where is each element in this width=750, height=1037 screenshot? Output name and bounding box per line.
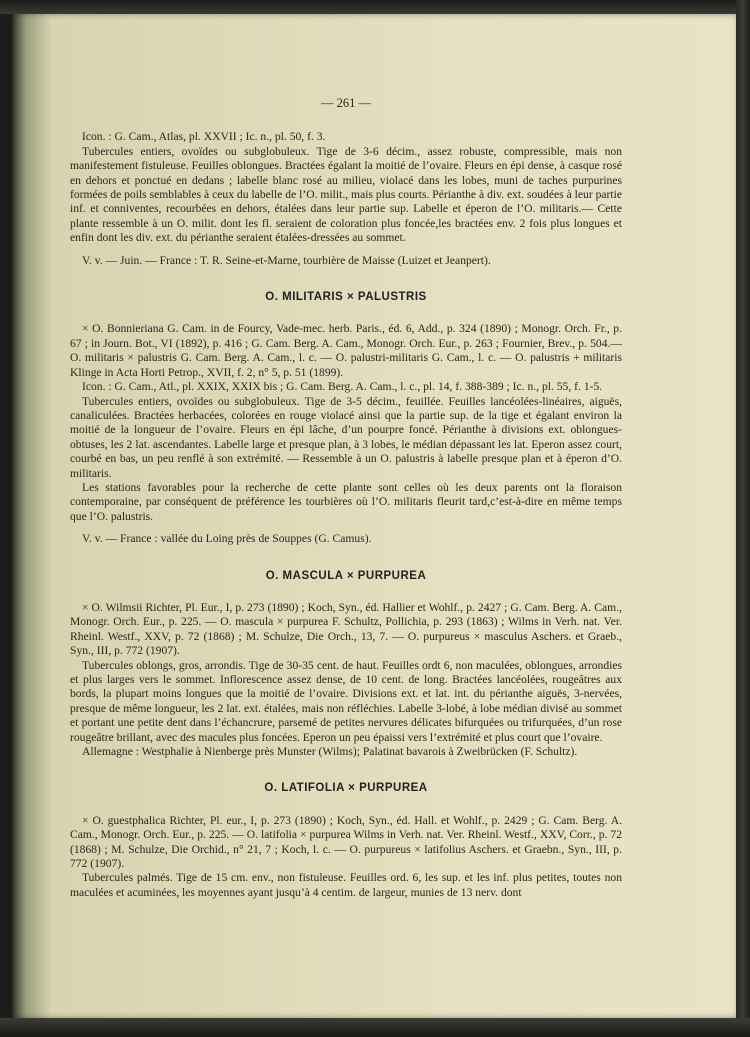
paragraph-icon-ref: Icon. : G. Cam., Atlas, pl. XXVII ; Ic. n., pl. 50, f. 3. <box>82 130 326 144</box>
scan-bottom-border <box>0 1018 750 1037</box>
paragraph-synonymy: × O. guestphalica Richter, Pl. eur., I, p. 273 (1890) ; Koch, Syn., éd. Hall. et Wohlf., p. 2429 ; G. Cam. Berg. A. Cam., Monogr. Orch. Eur., p. 225. — O. latifolia × purpurea Wilms in Verh. nat. Ver. Rheinl. Westf., XXV, Corr., p. 72 (1868) ; M. Schulze, Die Orchid., n° 21, 7 ; Koch, l. c. — O. purpureus × latifolius Aschers. et Graebn., Syn., III, p. 772 (1907). <box>70 813 622 871</box>
section-heading-latifolia-purpurea: O. LATIFOLIA × PURPUREA <box>264 782 428 795</box>
paragraph-description: Tubercules palmés. Tige de 15 cm. env., non fistuleuse. Feuilles ord. 6, les sup. et les inf. plus petites, toutes non maculées et acuminées, les moyennes ayant jusqu’à 4 centim. de largeur, munies de 13 nerv. dont <box>70 871 622 899</box>
paragraph-locality: Allemagne : Westphalie à Nienberge près Munster (Wilms); Palatinat bavarois à Zweibrücken (F. Schultz). <box>82 745 578 759</box>
paragraph-description: Tubercules oblongs, gros, arrondis. Tige de 30-35 cent. de haut. Feuilles ordt 6, non maculées, oblongues, arrondies et plus larges vers le sommet. Inflorescence assez dense, de 10 cent. de long. Bractées lancéolées, rougeâtres aux bords, la plupart moins longues que la moitié de l’ovaire. Divisions ext. et lat. int. du périanthe aiguës, 3-nervées, presque de même longueur, les 2 lat. ext. étalées, mais non réfléchies. Labelle 3-lobé, à lobe médian divisé au sommet et portant une petite dent dans l’échancrure, parsemé de petites nervures délicates bifurquées ou trifurquées, d’un rose rougeâtre brillant, avec des macules plus foncées. Eperon un peu épaissi vers l’extrémité et plus court que l’ovaire. <box>70 658 622 744</box>
page-number: — 261 — <box>321 96 371 110</box>
paragraph-synonymy: × O. Bonnieriana G. Cam. in de Fourcy, Vade-mec. herb. Paris., éd. 6, Add., p. 324 (1890) ; Monogr. Orch. Fr., p. 67 ; in Journ. Bot., VI (1892), p. 416 ; G. Cam. Berg. A. Cam., Monogr. Orch. Eur., p. 263 ; Fournier, Brev., p. 504.— O. militaris × palustris G. Cam. Berg. A. Cam., l. c. — O. palustri-militaris G. Cam., l. c. — O. palustris + militaris Klinge in Acta Horti Petrop., XVII, f. 2, n° 5, p. 51 (1899). <box>70 322 622 379</box>
paragraph-description: Tubercules entiers, ovoïdes ou subglobuleux. Tige de 3-6 décim., assez robuste, compressible, mais non manifestement fistuleuse. Feuilles oblongues. Bractées égalant la moitié de l’ovaire. Fleurs en épi dense, à casque rosé en dehors et ponctué en dedans ; labelle blanc rosé au milieu, violacé dans les lobes, muni de taches purpurines formées de poils semblables à ceux du labelle de l’O. milit., mais plus courts. Périanthe à div. ext. soudées à leur partie inf. et conniventes, recourbées en dehors, étalées dans leur partie sup. Labelle et éperon de l’O. militaris.— Cette plante ressemble à un O. milit. dont les fl. seraient de coloration plus foncée,les bractées env. 2 fois plus longues et enfin dont les div. ext. du périanthe seraient étalées-dressées au sommet. <box>70 144 622 245</box>
scan-top-border <box>0 0 750 14</box>
paragraph-stations: Les stations favorables pour la recherche de cette plante sont celles où les deux parents ont la floraison contemporaine, par conséquent de préférence les tourbières où l’O. militaris fleurit tard,c’est-à-dire en même temps que l’O. palustris. <box>70 480 622 523</box>
paragraph-synonymy: × O. Wilmsii Richter, Pl. Eur., I, p. 273 (1890) ; Koch, Syn., éd. Hallier et Wohlf., p. 2427 ; G. Cam. Berg. A. Cam., Monogr. Orch. Eur., p. 225. — O. mascula × purpurea F. Schultz, Pollichia, p. 293 (1863) ; Wilms in Verh. nat. Ver. Rheinl. Westf., XXV, p. 72 (1868) ; M. Schulze, Die Orch., 13, 7. — O. purpureus × masculus Aschers. et Graeb., Syn., III, p. 772 (1907). <box>70 600 622 658</box>
section-heading-militaris-palustris: O. MILITARIS × PALUSTRIS <box>265 291 427 304</box>
page-content <box>70 96 622 900</box>
paragraph-locality: V. v. — France : vallée du Loing près de Souppes (G. Camus). <box>82 532 372 546</box>
paragraph-description: Tubercules entiers, ovoïdes ou subglobuleux. Tige de 3-5 décim., feuillée. Feuilles lancéolées-linéaires, aiguës, canaliculées. Bractées herbacées, colorées en rouge violacé ainsi que la partie sup. de la tige et égalant environ la moitié de la longueur de l’ovaire. Fleurs en épi lâche, d’un pourpre foncé. Périanthe à divisions ext. oblongues-obtuses, les 2 lat. ascendantes. Labelle large et presque plan, à 3 lobes, le médian dépassant les lat. Eperon assez court, courbé en bas, un peu renflé à son extrémité. — Ressemble à un O. palustris à labelle presque plan et à éperon d’O. militaris. <box>70 394 622 480</box>
paragraph-locality: V. v. — Juin. — France : T. R. Seine-et-Marne, tourbière de Maisse (Luizet et Jeanpert). <box>82 253 491 267</box>
section-heading-mascula-purpurea: O. MASCULA × PURPUREA <box>265 569 427 582</box>
scan-right-border <box>736 0 750 1037</box>
paragraph-icon-ref: Icon. : G. Cam., Atl., pl. XXIX, XXIX bis ; G. Cam. Berg. A. Cam., l. c., pl. 14, f. 388-389 ; Ic. n., pl. 55, f. 1-5. <box>82 380 603 394</box>
